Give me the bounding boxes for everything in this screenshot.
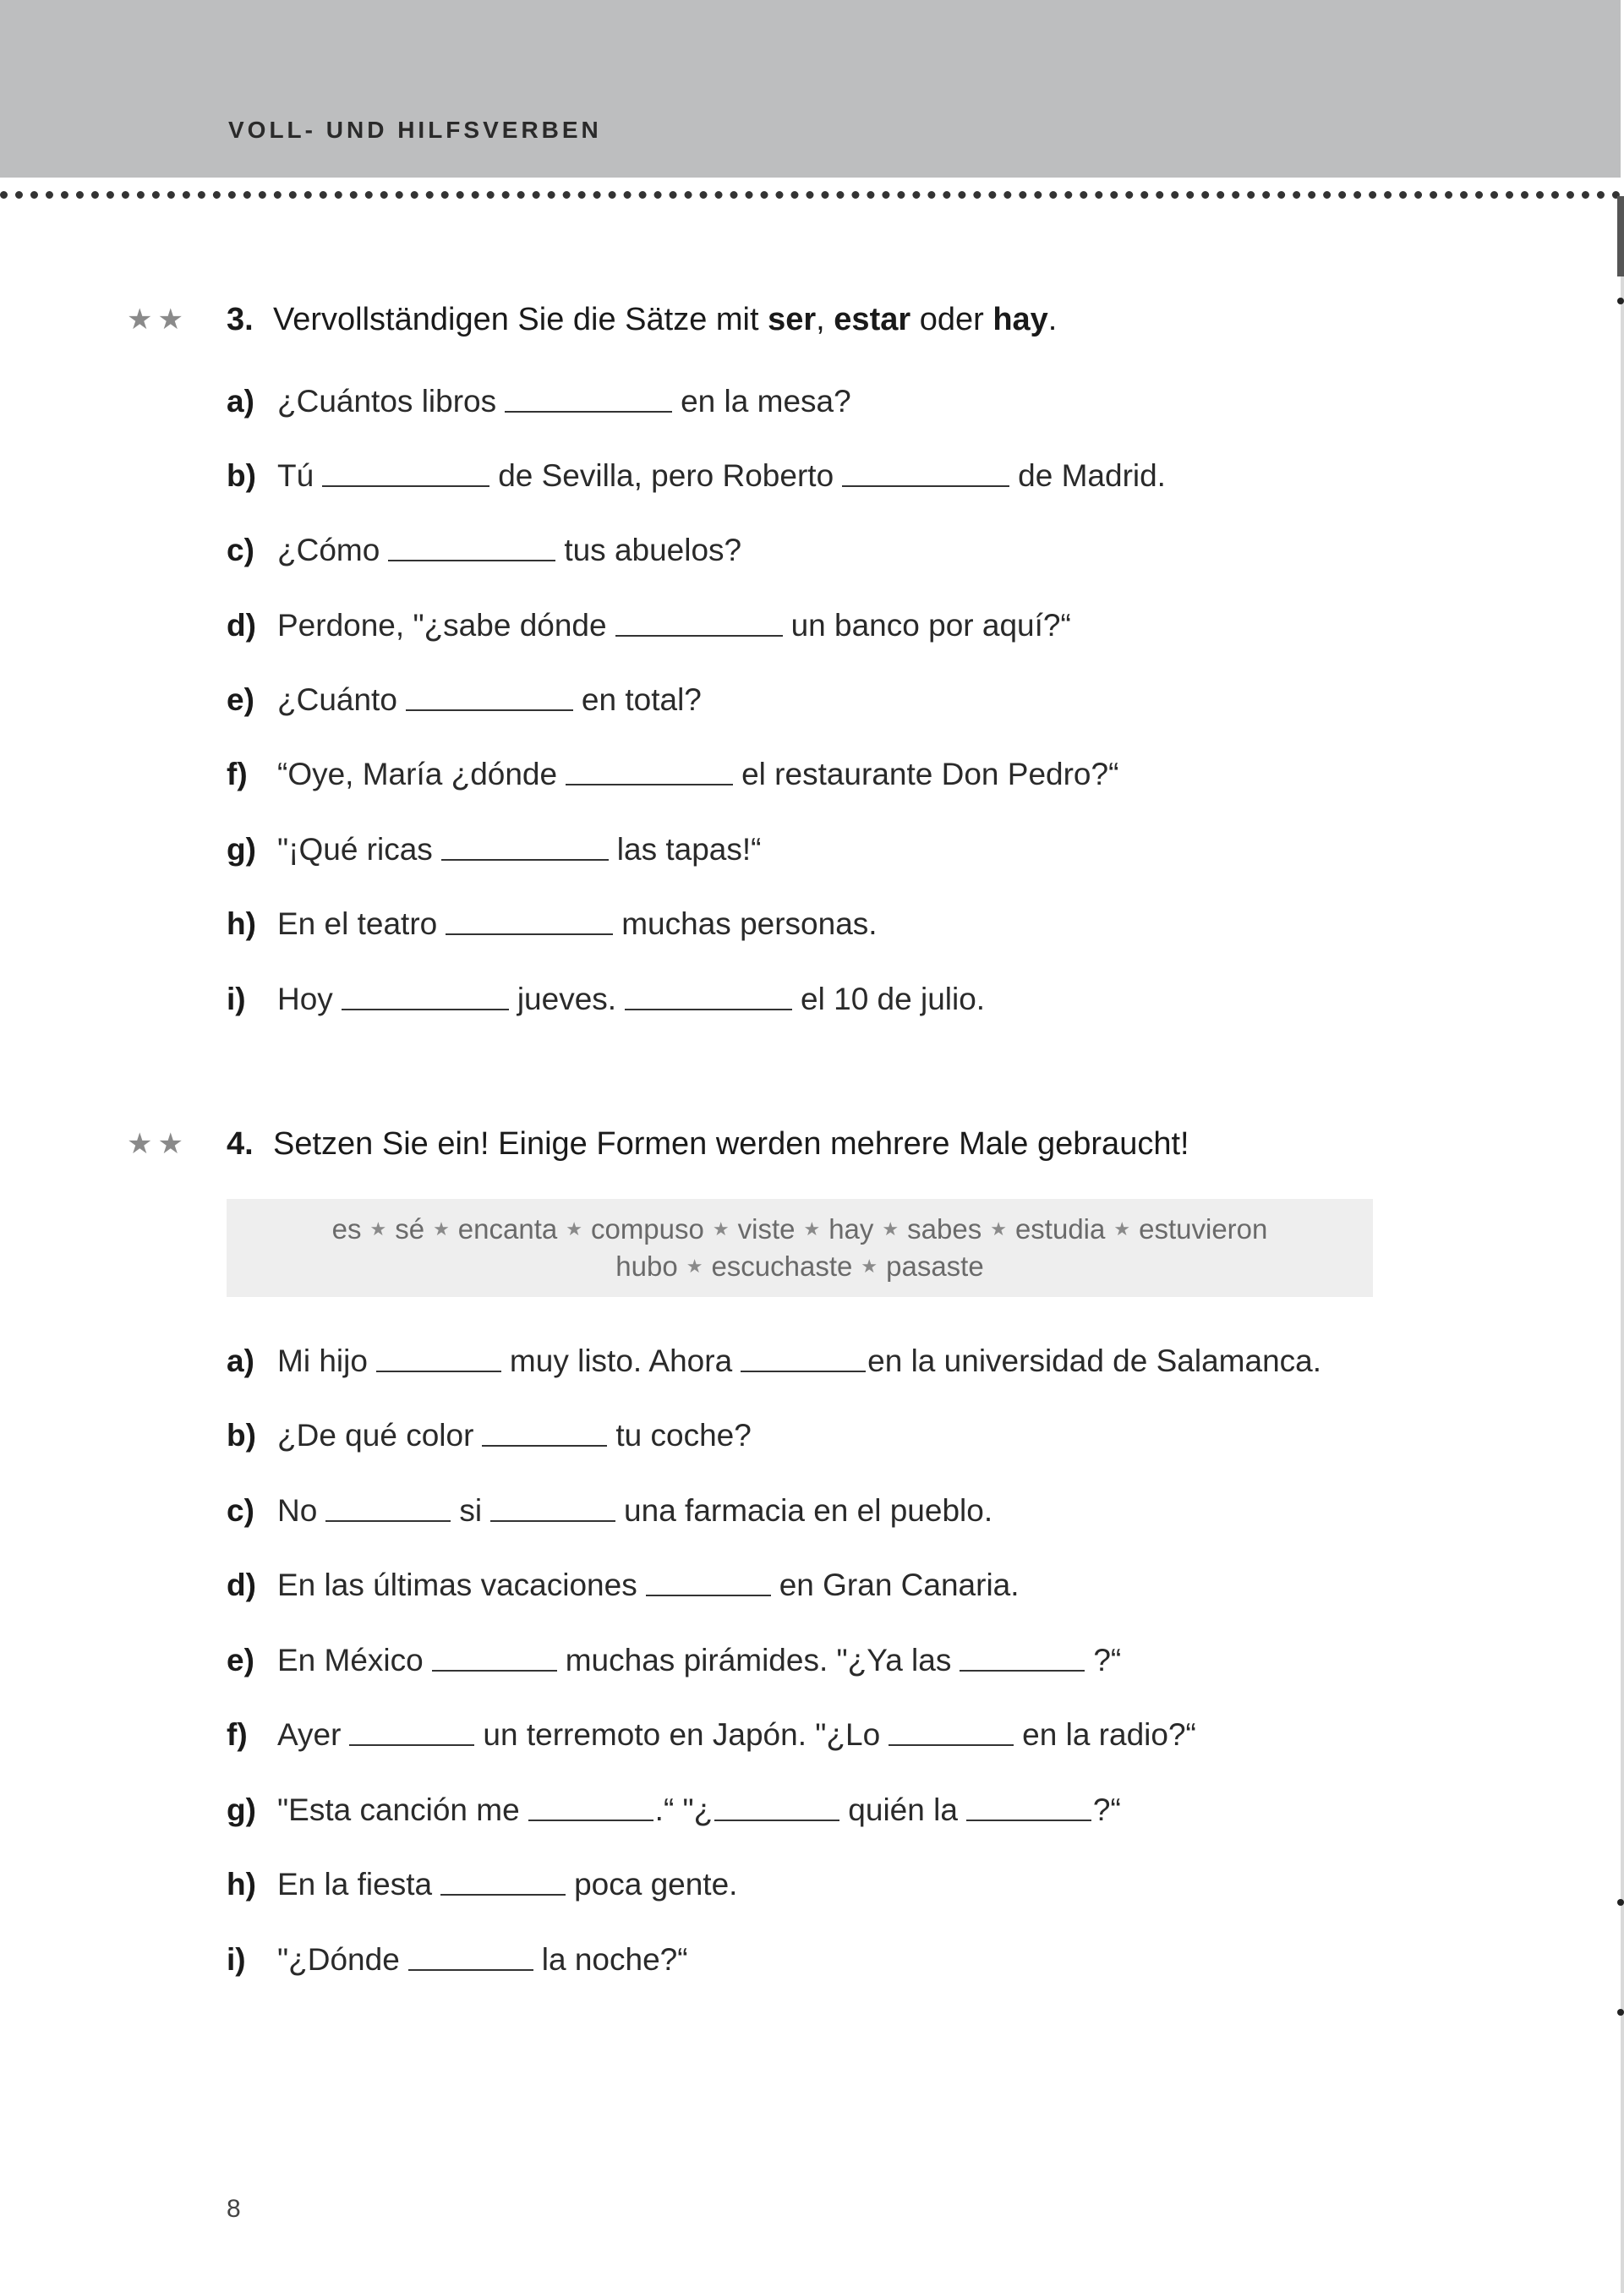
answer-blank[interactable] (505, 410, 672, 413)
answer-blank[interactable] (406, 709, 573, 711)
exercise-3-item-e (227, 670, 1452, 718)
page-edge-tab (1617, 196, 1624, 276)
chapter-title: VOLL- UND HILFSVERBEN (228, 117, 602, 143)
item-text: ?“ (1093, 1643, 1122, 1677)
exercise-4-item-b (227, 1406, 1452, 1453)
chapter-header (0, 0, 1621, 178)
exercise-instruction: Setzen Sie ein! Einige Formen werden mehrere Male gebraucht! (273, 1125, 1189, 1162)
word-bank-word: escuchaste (711, 1250, 853, 1282)
answer-blank[interactable] (342, 1008, 509, 1010)
item-text: un banco por aquí?“ (790, 608, 1071, 643)
answer-blank[interactable] (446, 933, 613, 935)
item-text: En el teatro (277, 906, 438, 941)
answer-blank[interactable] (325, 1519, 451, 1522)
item-text: ¿Cómo (277, 533, 380, 567)
item-text: el 10 de julio. (801, 982, 986, 1016)
word-bank-word: sabes (907, 1213, 982, 1245)
item-label: b) (227, 458, 256, 493)
item-text: “Oye, María ¿dónde (277, 757, 558, 791)
word-bank-word: sé (395, 1213, 425, 1245)
item-label: d) (227, 1568, 256, 1602)
item-text: de Madrid. (1018, 458, 1166, 493)
exercise-4-item-a (227, 1332, 1452, 1379)
item-text: muchas pirámides. "¿Ya las (565, 1643, 952, 1677)
word-bank-word: pasaste (886, 1250, 984, 1282)
separator-star-icon: ★ (803, 1218, 821, 1240)
answer-blank[interactable] (528, 1819, 653, 1821)
edge-mark (1617, 2009, 1624, 2016)
answer-blank[interactable] (714, 1819, 839, 1821)
answer-blank[interactable] (432, 1669, 557, 1672)
separator-star-icon: ★ (686, 1256, 703, 1277)
answer-blank[interactable] (322, 484, 489, 487)
item-text: jueves. (517, 982, 617, 1016)
item-text: Perdone, "¿sabe dónde (277, 608, 607, 643)
item-text: "¿Dónde (277, 1942, 400, 1977)
item-text: la noche?“ (541, 1942, 688, 1977)
item-text: en total? (581, 682, 702, 717)
instruction-comma: , (816, 301, 834, 337)
exercise-4-item-e (227, 1631, 1452, 1678)
item-text: muchas personas. (621, 906, 878, 941)
item-text: si (459, 1493, 483, 1528)
word-bank-word: hay (828, 1213, 874, 1245)
item-text: En México (277, 1643, 424, 1677)
item-label: f) (227, 1717, 248, 1752)
exercise-4-item-c (227, 1481, 1452, 1529)
word-bank-word: encanta (457, 1213, 558, 1245)
item-text: En las últimas vacaciones (277, 1568, 637, 1602)
exercise-3-item-d (227, 596, 1452, 643)
exercise-3-item-i (227, 970, 1452, 1017)
item-label: a) (227, 384, 254, 419)
exercise-3-item-a (227, 372, 1452, 419)
separator-star-icon: ★ (566, 1218, 582, 1240)
item-text: En la fiesta (277, 1867, 433, 1902)
word-bank-line-2 (615, 1250, 983, 1283)
word-bank-word: compuso (590, 1213, 704, 1245)
separator-star-icon: ★ (712, 1218, 730, 1240)
item-text: "Esta canción me (277, 1792, 520, 1827)
word-bank-word: hubo (615, 1250, 678, 1282)
item-text: Tú (277, 458, 314, 493)
item-label: i) (227, 1942, 246, 1977)
keyword-hay: hay (992, 301, 1048, 337)
item-text: muy listo. Ahora (509, 1344, 733, 1378)
answer-blank[interactable] (490, 1519, 615, 1522)
exercise-number: 4. (227, 1125, 254, 1162)
exercise-3-item-b (227, 446, 1452, 494)
word-bank-line-1 (332, 1213, 1268, 1245)
edge-mark (1617, 1899, 1624, 1906)
edge-mark (1617, 298, 1624, 304)
answer-blank[interactable] (408, 1968, 533, 1971)
exercise-4-heading (127, 1119, 1479, 1169)
item-text: Hoy (277, 982, 333, 1016)
exercise-4-item-f (227, 1705, 1452, 1753)
item-label: f) (227, 757, 248, 791)
keyword-estar: estar (834, 301, 911, 337)
item-text: Ayer (277, 1717, 342, 1752)
item-text: Mi hijo (277, 1344, 368, 1378)
answer-blank[interactable] (966, 1819, 1091, 1821)
item-label: c) (227, 1493, 254, 1528)
item-text: ¿Cuánto (277, 682, 397, 717)
item-text: de Sevilla, pero Roberto (498, 458, 834, 493)
item-text: el restaurante Don Pedro?“ (741, 757, 1119, 791)
page-number: 8 (227, 2195, 241, 2223)
page-edge-rule (1621, 198, 1624, 2293)
item-label: e) (227, 682, 254, 717)
word-bank-word: es (331, 1213, 362, 1245)
answer-blank[interactable] (889, 1743, 1014, 1746)
keyword-ser: ser (768, 301, 817, 337)
item-text: ¿Cuántos libros (277, 384, 497, 419)
separator-star-icon: ★ (369, 1218, 387, 1240)
item-label: i) (227, 982, 246, 1016)
word-bank-word: estuvieron (1139, 1213, 1268, 1245)
item-text: tu coche? (615, 1418, 752, 1453)
item-label: g) (227, 1792, 256, 1827)
exercise-3-item-f (227, 745, 1452, 792)
exercise-4-item-d (227, 1556, 1452, 1603)
exercise-4-item-i (227, 1930, 1452, 1978)
item-text: No (277, 1493, 318, 1528)
exercise-number: 3. (227, 301, 254, 337)
answer-blank[interactable] (960, 1669, 1085, 1672)
answer-blank[interactable] (566, 783, 733, 785)
answer-blank[interactable] (741, 1370, 866, 1372)
item-text: .“ "¿ (654, 1792, 714, 1827)
item-label: a) (227, 1344, 254, 1378)
item-text: un terremoto en Japón. "¿Lo (483, 1717, 881, 1752)
item-label: c) (227, 533, 254, 567)
answer-blank[interactable] (615, 634, 783, 637)
item-label: b) (227, 1418, 256, 1453)
answer-blank[interactable] (646, 1594, 771, 1596)
item-text: en Gran Canaria. (779, 1568, 1020, 1602)
answer-blank[interactable] (440, 1893, 566, 1896)
answer-blank[interactable] (388, 559, 555, 561)
item-text: una farmacia en el pueblo. (624, 1493, 993, 1528)
item-label: g) (227, 832, 256, 867)
exercise-3-item-c (227, 521, 1452, 568)
item-text: tus abuelos? (564, 533, 742, 567)
answer-blank[interactable] (349, 1743, 474, 1746)
exercise-3-heading (127, 294, 1479, 345)
instruction-text: Vervollständigen Sie die Sätze mit (273, 301, 768, 337)
difficulty-stars-icon: ★★ (127, 1128, 189, 1160)
instruction-period: . (1047, 301, 1058, 337)
item-text: las tapas!“ (616, 832, 762, 867)
separator-star-icon: ★ (1113, 1218, 1131, 1240)
item-label: d) (227, 608, 256, 643)
word-bank-word: viste (737, 1213, 796, 1245)
item-text: quién la (848, 1792, 958, 1827)
answer-blank[interactable] (441, 858, 609, 861)
difficulty-stars-icon: ★★ (127, 304, 189, 336)
exercise-instruction (273, 302, 1057, 338)
item-label: h) (227, 1867, 256, 1902)
separator-star-icon: ★ (861, 1256, 878, 1277)
item-text: en la radio?“ (1022, 1717, 1196, 1752)
exercise-4-item-g (227, 1781, 1452, 1828)
answer-blank[interactable] (842, 484, 1009, 487)
answer-blank[interactable] (482, 1444, 607, 1447)
item-text: en la mesa? (681, 384, 851, 419)
separator-star-icon: ★ (882, 1218, 899, 1240)
exercise-3-item-h (227, 895, 1452, 942)
dotted-divider (0, 191, 1621, 199)
word-bank (227, 1199, 1373, 1297)
separator-star-icon: ★ (990, 1218, 1007, 1240)
item-label: h) (227, 906, 256, 941)
exercise-3-item-g (227, 820, 1452, 867)
item-text: "¡Qué ricas (277, 832, 433, 867)
item-text: ?“ (1092, 1792, 1121, 1827)
item-text: ¿De qué color (277, 1418, 474, 1453)
item-label: e) (227, 1643, 254, 1677)
item-text: poca gente. (574, 1867, 738, 1902)
instruction-oder: oder (910, 301, 993, 337)
answer-blank[interactable] (376, 1370, 501, 1372)
word-bank-word: estudia (1014, 1213, 1106, 1245)
item-text: en la universidad de Salamanca. (867, 1344, 1321, 1378)
exercise-4-item-h (227, 1855, 1452, 1902)
answer-blank[interactable] (625, 1008, 792, 1010)
separator-star-icon: ★ (433, 1218, 450, 1240)
